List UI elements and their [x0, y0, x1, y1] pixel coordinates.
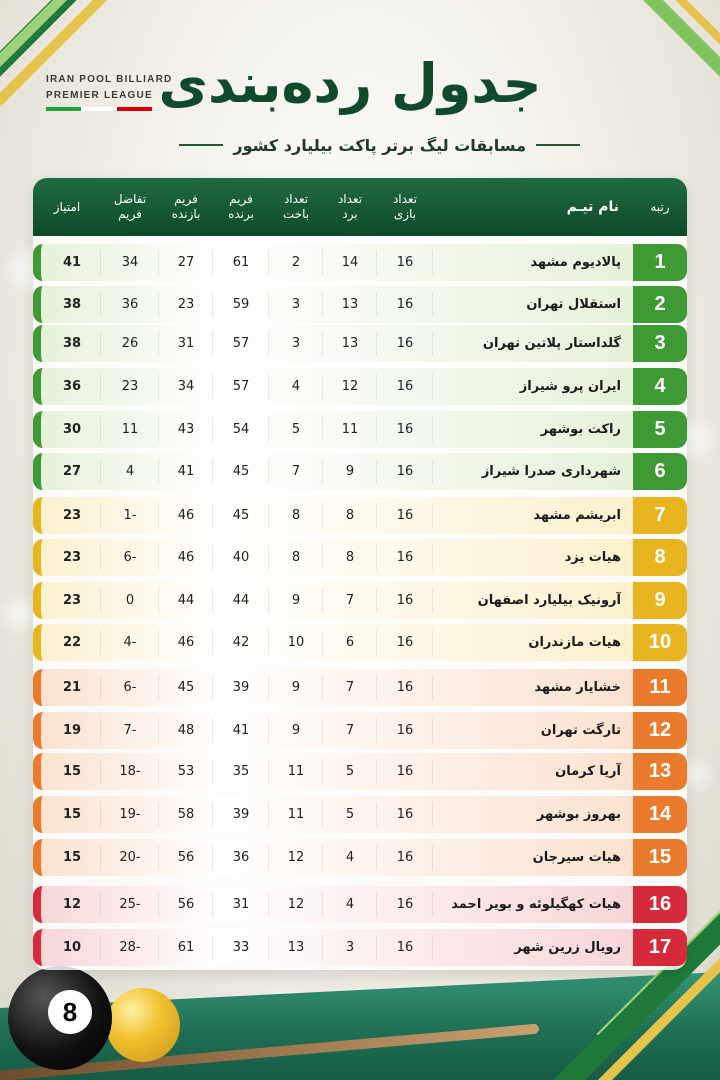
points-cell: 21: [62, 680, 82, 695]
team-name-cell: رویال زرین شهر: [514, 940, 621, 955]
frames-lost-cell: 46: [177, 508, 195, 523]
table-row: [33, 839, 687, 876]
played-cell: 16: [396, 807, 414, 822]
won-cell: 5: [345, 764, 355, 779]
points-cell: 23: [62, 550, 82, 565]
table-row: [33, 753, 687, 790]
lost-cell: 9: [291, 680, 301, 695]
played-cell: 16: [396, 336, 414, 351]
rank-badge: 4: [633, 368, 687, 405]
header-frame-diff: تفاضل فریم: [113, 192, 147, 221]
frames-lost-cell: 48: [177, 723, 195, 738]
lost-cell: 9: [291, 723, 301, 738]
team-name-cell: آرونیک بیلیارد اصفهان: [477, 593, 621, 608]
points-cell: 15: [62, 764, 82, 779]
table-row: [33, 411, 687, 448]
played-cell: 16: [396, 422, 414, 437]
team-name-cell: آریا کرمان: [555, 764, 621, 779]
frame-diff-cell: -25: [119, 897, 141, 912]
rank-badge: 6: [633, 453, 687, 490]
played-cell: 16: [396, 723, 414, 738]
lost-cell: 11: [287, 764, 305, 779]
header-won: تعداد برد: [337, 192, 363, 221]
frames-lost-cell: 56: [177, 897, 195, 912]
frames-won-cell: 59: [232, 297, 250, 312]
table-header: [33, 178, 687, 236]
played-cell: 16: [396, 850, 414, 865]
rank-badge: 12: [633, 712, 687, 749]
frames-won-cell: 36: [232, 850, 250, 865]
lost-cell: 11: [287, 807, 305, 822]
lost-cell: 12: [287, 850, 305, 865]
frames-lost-cell: 31: [177, 336, 195, 351]
table-row: [33, 286, 687, 323]
points-cell: 38: [62, 336, 82, 351]
won-cell: 12: [341, 379, 359, 394]
won-cell: 7: [345, 680, 355, 695]
frames-lost-cell: 61: [177, 940, 195, 955]
played-cell: 16: [396, 255, 414, 270]
frame-diff-cell: 23: [121, 379, 139, 394]
points-cell: 22: [62, 635, 82, 650]
won-cell: 13: [341, 297, 359, 312]
frame-diff-cell: -6: [123, 680, 137, 695]
team-name-cell: پالادیوم مشهد: [530, 255, 621, 270]
played-cell: 16: [396, 940, 414, 955]
rank-badge: 11: [633, 669, 687, 706]
header-lost: تعداد باخت: [282, 192, 310, 221]
frames-won-cell: 41: [232, 723, 250, 738]
frames-won-cell: 35: [232, 764, 250, 779]
played-cell: 16: [396, 550, 414, 565]
frames-won-cell: 57: [232, 336, 250, 351]
frame-diff-cell: 36: [121, 297, 139, 312]
lost-cell: 3: [291, 336, 301, 351]
table-row: [33, 624, 687, 661]
team-name-cell: هیات سیرجان: [532, 850, 621, 865]
table-row: [33, 929, 687, 966]
frames-lost-cell: 46: [177, 550, 195, 565]
table-row: [33, 669, 687, 706]
table-row: [33, 539, 687, 576]
rank-badge: 5: [633, 411, 687, 448]
frames-won-cell: 39: [232, 807, 250, 822]
rank-badge: 7: [633, 497, 687, 534]
lost-cell: 5: [291, 422, 301, 437]
won-cell: 6: [345, 635, 355, 650]
played-cell: 16: [396, 379, 414, 394]
points-cell: 19: [62, 723, 82, 738]
lost-cell: 7: [291, 464, 301, 479]
rank-badge: 17: [633, 929, 687, 966]
frame-diff-cell: -7: [123, 723, 137, 738]
rank-badge: 16: [633, 886, 687, 923]
frames-won-cell: 45: [232, 464, 250, 479]
won-cell: 7: [345, 593, 355, 608]
frame-diff-cell: -4: [123, 635, 137, 650]
frames-lost-cell: 43: [177, 422, 195, 437]
points-cell: 23: [62, 508, 82, 523]
subtitle-divider: [179, 144, 223, 146]
frames-lost-cell: 45: [177, 680, 195, 695]
eight-ball: [8, 966, 112, 1070]
points-cell: 38: [62, 297, 82, 312]
frame-diff-cell: -20: [119, 850, 141, 865]
table-row: [33, 453, 687, 490]
frame-diff-cell: -6: [123, 550, 137, 565]
frames-lost-cell: 46: [177, 635, 195, 650]
team-name-cell: هیات مازندران: [528, 635, 621, 650]
lost-cell: 2: [291, 255, 301, 270]
table-row: [33, 582, 687, 619]
table-row: [33, 368, 687, 405]
lost-cell: 13: [287, 940, 305, 955]
table-row: [33, 497, 687, 534]
lost-cell: 8: [291, 550, 301, 565]
brand-line-2: PREMIER LEAGUE: [46, 90, 153, 101]
frames-won-cell: 45: [232, 508, 250, 523]
played-cell: 16: [396, 464, 414, 479]
frames-won-cell: 42: [232, 635, 250, 650]
team-name-cell: استقلال تهران: [526, 297, 621, 312]
points-cell: 15: [62, 807, 82, 822]
frame-diff-cell: -19: [119, 807, 141, 822]
header-played: تعداد بازی: [392, 192, 418, 221]
frames-lost-cell: 53: [177, 764, 195, 779]
team-name-cell: هیات یزد: [564, 550, 621, 565]
points-cell: 27: [62, 464, 82, 479]
points-cell: 36: [62, 379, 82, 394]
team-name-cell: تارگت تهران: [540, 723, 621, 738]
rank-badge: 13: [633, 753, 687, 790]
header-team: نام تیـم: [566, 198, 619, 215]
frames-won-cell: 40: [232, 550, 250, 565]
frame-diff-cell: -1: [123, 508, 137, 523]
won-cell: 9: [345, 464, 355, 479]
eight-ball-number: 8: [48, 990, 92, 1034]
frames-lost-cell: 41: [177, 464, 195, 479]
table-row: [33, 712, 687, 749]
subtitle-divider: [536, 144, 580, 146]
page-title: جدول رده‌بندی: [158, 52, 542, 115]
lost-cell: 12: [287, 897, 305, 912]
frames-lost-cell: 34: [177, 379, 195, 394]
played-cell: 16: [396, 508, 414, 523]
won-cell: 11: [341, 422, 359, 437]
brand-line-1: IRAN POOL BILLIARD: [46, 74, 173, 85]
page-subtitle: مسابقات لیگ برتر پاکت بیلیارد کشور: [233, 135, 526, 155]
rank-badge: 2: [633, 286, 687, 323]
header-frames-won: فریم برنده: [228, 192, 254, 221]
played-cell: 16: [396, 635, 414, 650]
rank-badge: 9: [633, 582, 687, 619]
frame-diff-cell: -18: [119, 764, 141, 779]
header-points: امتیاز: [53, 199, 81, 214]
won-cell: 4: [345, 850, 355, 865]
won-cell: 13: [341, 336, 359, 351]
won-cell: 8: [345, 508, 355, 523]
points-cell: 10: [62, 940, 82, 955]
header-frames-lost: فریم بازنده: [171, 192, 201, 221]
points-cell: 23: [62, 593, 82, 608]
table-row: [33, 796, 687, 833]
lost-cell: 4: [291, 379, 301, 394]
table-row: [33, 886, 687, 923]
points-cell: 15: [62, 850, 82, 865]
frames-won-cell: 33: [232, 940, 250, 955]
team-name-cell: خشایار مشهد: [534, 680, 621, 695]
frames-won-cell: 44: [232, 593, 250, 608]
lost-cell: 9: [291, 593, 301, 608]
yellow-ball: [106, 988, 180, 1062]
frames-won-cell: 57: [232, 379, 250, 394]
frame-diff-cell: 0: [125, 593, 135, 608]
team-name-cell: هیات کهگیلوئه و بویر احمد: [451, 897, 621, 912]
won-cell: 8: [345, 550, 355, 565]
lost-cell: 10: [287, 635, 305, 650]
lost-cell: 8: [291, 508, 301, 523]
frame-diff-cell: -28: [119, 940, 141, 955]
frames-lost-cell: 23: [177, 297, 195, 312]
won-cell: 3: [345, 940, 355, 955]
won-cell: 4: [345, 897, 355, 912]
won-cell: 5: [345, 807, 355, 822]
lost-cell: 3: [291, 297, 301, 312]
played-cell: 16: [396, 764, 414, 779]
frames-lost-cell: 27: [177, 255, 195, 270]
table-row: [33, 325, 687, 362]
bokeh-light: [5, 600, 35, 630]
rank-badge: 8: [633, 539, 687, 576]
team-name-cell: بهروز بوشهر: [536, 807, 621, 822]
table-row: [33, 244, 687, 281]
team-name-cell: ابریشم مشهد: [533, 508, 621, 523]
rank-badge: 3: [633, 325, 687, 362]
rank-badge: 10: [633, 624, 687, 661]
subtitle-wrap: [200, 130, 580, 160]
rank-badge: 14: [633, 796, 687, 833]
frames-won-cell: 61: [232, 255, 250, 270]
frame-diff-cell: 34: [121, 255, 139, 270]
played-cell: 16: [396, 297, 414, 312]
frame-diff-cell: 26: [121, 336, 139, 351]
header-rank: رتبه: [650, 199, 670, 214]
played-cell: 16: [396, 680, 414, 695]
played-cell: 16: [396, 897, 414, 912]
frame-diff-cell: 11: [121, 422, 139, 437]
frame-diff-cell: 4: [125, 464, 135, 479]
points-cell: 12: [62, 897, 82, 912]
frames-lost-cell: 56: [177, 850, 195, 865]
team-name-cell: شهرداری صدرا شیراز: [481, 464, 621, 479]
team-name-cell: گلداستار پلاتین تهران: [482, 336, 621, 351]
won-cell: 7: [345, 723, 355, 738]
iran-flag-bar: [46, 107, 152, 111]
frames-lost-cell: 58: [177, 807, 195, 822]
points-cell: 41: [62, 255, 82, 270]
team-name-cell: راکت بوشهر: [540, 422, 621, 437]
rank-badge: 1: [633, 244, 687, 281]
frames-won-cell: 54: [232, 422, 250, 437]
points-cell: 30: [62, 422, 82, 437]
frames-won-cell: 39: [232, 680, 250, 695]
played-cell: 16: [396, 593, 414, 608]
rank-badge: 15: [633, 839, 687, 876]
frames-lost-cell: 44: [177, 593, 195, 608]
team-name-cell: ایران پرو شیراز: [519, 379, 621, 394]
won-cell: 14: [341, 255, 359, 270]
frames-won-cell: 31: [232, 897, 250, 912]
